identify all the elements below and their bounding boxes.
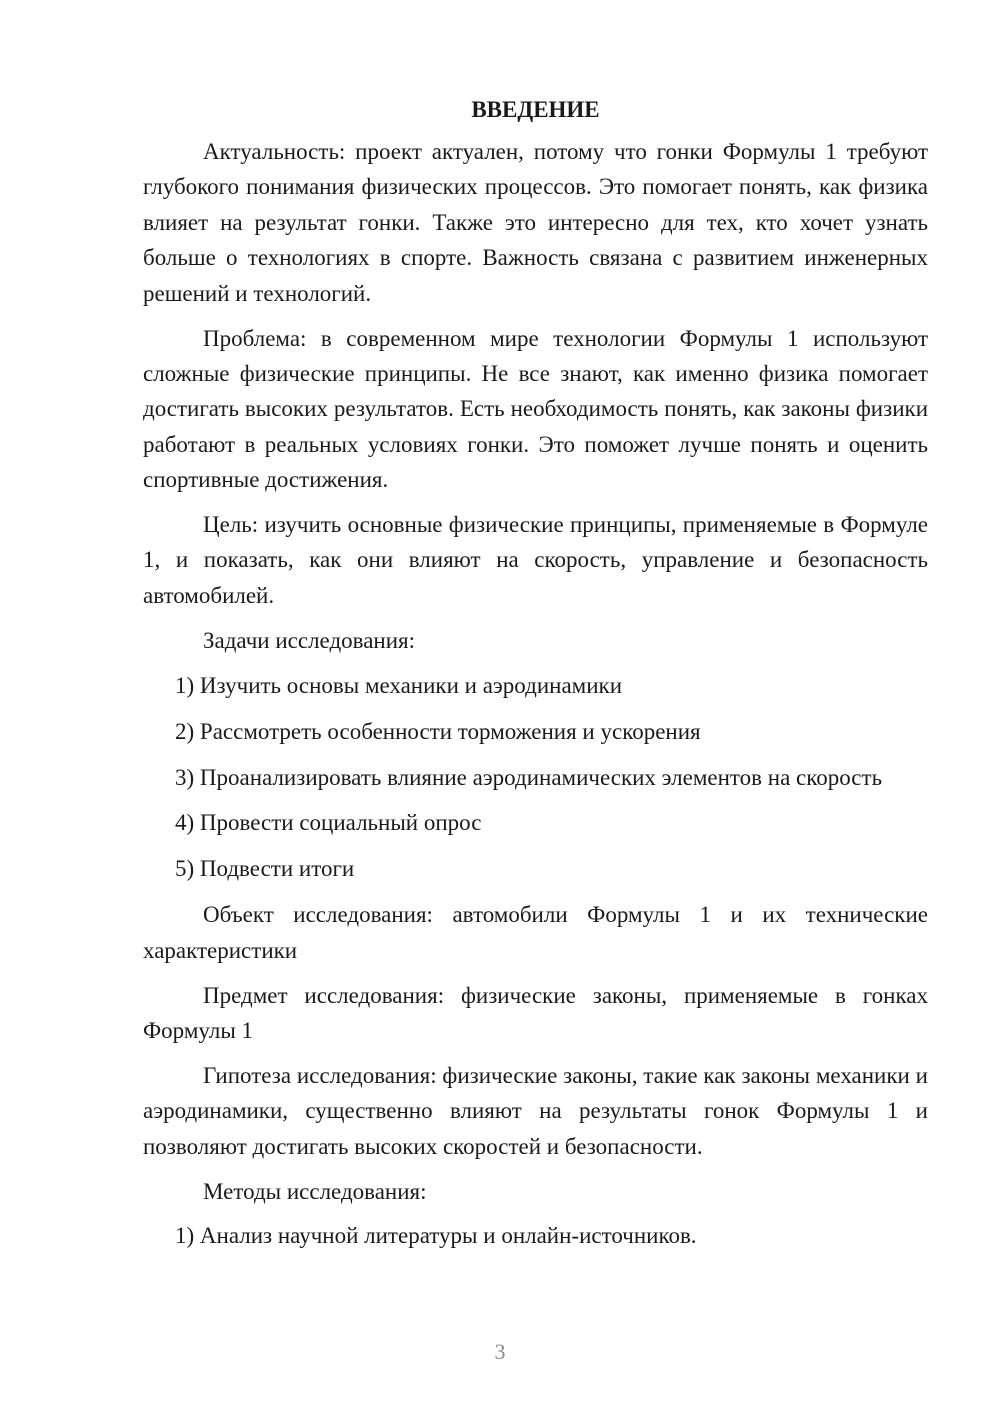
task-item: 2) Рассмотреть особенности торможения и ускорения	[175, 718, 701, 744]
paragraph-hypothesis: Гипотеза исследования: физические законы, такие как законы механики и аэродинамики, существенно влияют на результаты гонок Формулы 1 и позволяют достигать высоких скоростей и безопасности.	[143, 1062, 928, 1159]
tasks-heading: Задачи исследования:	[203, 627, 416, 653]
task-item: 4) Провести социальный опрос	[175, 810, 482, 836]
paragraph-object: Объект исследования: автомобили Формулы 1 и их технические характеристики	[143, 902, 928, 963]
task-item: 3) Проанализировать влияние аэродинамических элементов на скорость	[175, 764, 883, 790]
tasks-list	[143, 668, 928, 887]
section-title: ВВЕДЕНИЕ	[471, 97, 600, 122]
paragraph-goal: Цель: изучить основные физические принципы, применяемые в Формуле 1, и показать, как они влияют на скорость, управление и безопасность автомобилей.	[143, 512, 928, 608]
page-number: 3	[494, 1339, 506, 1364]
methods-list	[143, 1218, 928, 1253]
document-page	[143, 90, 928, 1264]
paragraph-subject: Предмет исследования: физические законы, применяемые в гонках Формулы 1	[143, 982, 928, 1043]
paragraph-problem: Проблема: в современном мире технологии Формулы 1 используют сложные физические принципы. Не все знают, как именно физика помогает достигать высоких результатов. Есть необходимость понять, как законы физики работают в реальных условиях гонки. Это поможет лучше понять и оценить спортивные достижения.	[143, 325, 928, 493]
method-item: 1) Анализ научной литературы и онлайн-источников.	[175, 1223, 697, 1249]
paragraph-relevance: Актуальность: проект актуален, потому что гонки Формулы 1 требуют глубокого понимания физических процессов. Это помогает понять, как физика влияет на результат гонки. Также это интересно для тех, кто хочет узнать больше о технологиях в спорте. Важность связана с развитием инженерных решений и технологий.	[143, 139, 928, 306]
task-item: 1) Изучить основы механики и аэродинамики	[175, 672, 623, 698]
methods-heading: Методы исследования:	[203, 1178, 427, 1204]
task-item: 5) Подвести итоги	[175, 856, 355, 882]
